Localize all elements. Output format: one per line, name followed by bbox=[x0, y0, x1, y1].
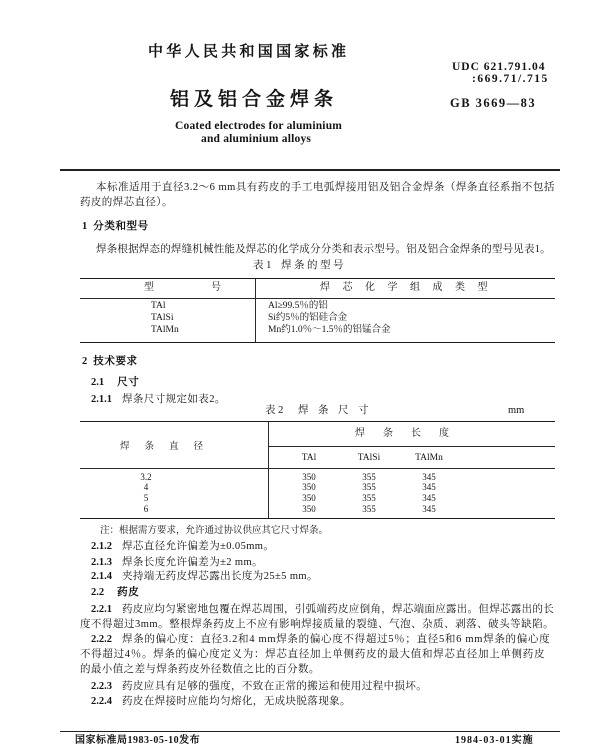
length-cell: 350 bbox=[302, 493, 316, 503]
clause-text: 药皮应均匀紧密地包覆在焊芯周围，引弧端药皮应倒角，焊芯端面应露出。但焊芯露出的长 bbox=[122, 604, 554, 615]
type-header-talmn: TAlMn bbox=[415, 453, 443, 463]
clause-2-2-2-line-2: 不得超过4％。焊条的偏心度定义为：焊芯直径加上单侧药皮的最大值和焊芯直径加上单侧药皮 bbox=[80, 649, 546, 660]
table-2 bbox=[80, 421, 555, 519]
standard-number: GB 3669—83 bbox=[450, 96, 537, 110]
clause-number: 2.1.2 bbox=[91, 541, 112, 552]
header-divider bbox=[60, 169, 560, 171]
clause-2-2-3 bbox=[91, 680, 427, 693]
footer-divider bbox=[60, 731, 560, 732]
english-title-line-1: Coated electrodes for aluminium bbox=[175, 120, 343, 132]
section-number: 1 bbox=[82, 221, 88, 232]
composition-cell: Al≥99.5％的铝 bbox=[268, 301, 328, 311]
english-title-line-2: and aluminium alloys bbox=[201, 133, 312, 145]
clause-title: 尺寸 bbox=[117, 377, 140, 388]
table-subheader-divider bbox=[268, 446, 555, 447]
table-header-diameter: 焊条直径 bbox=[120, 442, 219, 452]
type-header-tal: TAl bbox=[301, 453, 317, 463]
diameter-cell: 6 bbox=[143, 504, 149, 514]
clause-2-2-4 bbox=[91, 695, 351, 708]
scope-paragraph-line-2: 药皮的焊芯直径）。 bbox=[80, 197, 173, 208]
clause-2-1-2 bbox=[91, 540, 274, 553]
clause-number: 2.1.4 bbox=[91, 571, 112, 582]
clause-title: 药皮 bbox=[117, 587, 140, 598]
clause-text: 药皮应具有足够的强度，不致在正常的搬运和使用过程中损坏。 bbox=[122, 681, 428, 692]
clause-text: 夹持端无药皮焊芯露出长度为25±5 mm。 bbox=[122, 571, 318, 582]
section-title: 技术要求 bbox=[93, 356, 138, 367]
composition-cell: Si约5％的铝硅合金 bbox=[268, 313, 348, 323]
document-title: 铝及铝合金焊条 bbox=[170, 89, 339, 110]
clause-number: 2.2.3 bbox=[91, 681, 112, 692]
length-cell: 345 bbox=[422, 472, 436, 482]
clause-2-1-heading bbox=[91, 376, 139, 389]
length-cell: 355 bbox=[362, 504, 376, 514]
clause-2-1-3 bbox=[91, 556, 263, 569]
clause-text: 焊条长度允许偏差为±2 mm。 bbox=[122, 557, 263, 568]
table-header-model: 型号 bbox=[144, 282, 278, 293]
table-2-caption-title: 焊条尺寸 bbox=[298, 405, 378, 416]
udc-code-line-1: UDC 621.791.04 bbox=[452, 61, 546, 73]
length-cell: 350 bbox=[302, 482, 316, 492]
table-header-composition: 焊芯化学组成类型 bbox=[320, 282, 500, 293]
table-header-divider bbox=[80, 298, 555, 299]
model-cell: TAl bbox=[151, 301, 166, 311]
table-1-caption-label: 表 1 bbox=[253, 260, 272, 271]
length-cell: 350 bbox=[302, 504, 316, 514]
length-cell: 345 bbox=[422, 504, 436, 514]
length-cell: 355 bbox=[362, 472, 376, 482]
diameter-cell: 5 bbox=[143, 493, 149, 503]
clause-2-1-1 bbox=[91, 393, 226, 406]
composition-cell: Mn约1.0％～1.5％的铝锰合金 bbox=[268, 325, 391, 335]
model-cell: TAlSi bbox=[151, 313, 174, 323]
table-1 bbox=[80, 278, 555, 343]
section-1-heading bbox=[82, 220, 149, 233]
clause-2-1-4 bbox=[91, 570, 318, 583]
clause-number: 2.2.2 bbox=[91, 634, 112, 645]
model-cell: TAlMn bbox=[151, 325, 179, 335]
issue-date: 国家标准局1983-05-10发布 bbox=[75, 735, 201, 746]
clause-number: 2.2.4 bbox=[91, 696, 112, 707]
scope-paragraph-line-1: 本标准适用于直径3.2～6 mm具有药皮的手工电弧焊接用铝及铝合金焊条（焊条直径系指不包括 bbox=[96, 182, 555, 193]
clause-number: 2.1.1 bbox=[91, 394, 112, 405]
effective-date: 1984-03-01实施 bbox=[455, 735, 534, 746]
length-cell: 355 bbox=[362, 493, 376, 503]
diameter-cell: 3.2 bbox=[140, 472, 152, 482]
clause-text: 焊条尺寸规定如表2。 bbox=[122, 394, 226, 405]
length-cell: 345 bbox=[422, 493, 436, 503]
table-header-divider bbox=[80, 468, 555, 469]
section-2-heading bbox=[82, 355, 138, 368]
clause-number: 2.2 bbox=[91, 587, 105, 598]
table-1-caption-title: 焊条的型号 bbox=[281, 260, 346, 271]
section-number: 2 bbox=[82, 356, 88, 367]
table-2-note: 注：根据需方要求，允许通过协议供应其它尺寸焊条。 bbox=[100, 526, 329, 536]
table-column-divider bbox=[268, 422, 269, 518]
type-header-talsi: TAlSi bbox=[357, 453, 381, 463]
clause-text: 药皮在焊接时应能均匀熔化，无成块脱落现象。 bbox=[122, 696, 351, 707]
clause-number: 2.2.1 bbox=[91, 604, 112, 615]
section-title: 分类和型号 bbox=[93, 221, 149, 232]
diameter-cell: 4 bbox=[143, 482, 149, 492]
table-header-length: 焊条长度 bbox=[355, 428, 467, 439]
length-cell: 345 bbox=[422, 482, 436, 492]
clause-number: 2.1.3 bbox=[91, 557, 112, 568]
clause-text: 焊条的偏心度：直径3.2和4 mm焊条的偏心度不得超过5％；直径5和6 mm焊条的偏心度 bbox=[122, 634, 551, 645]
clause-2-2-2-line-1 bbox=[91, 633, 550, 646]
clause-number: 2.1 bbox=[91, 377, 105, 388]
length-cell: 355 bbox=[362, 482, 376, 492]
clause-2-2-2-line-3: 的最小值之差与焊条药皮外径数值之比的百分数。 bbox=[80, 664, 320, 675]
clause-2-2-1-line-1 bbox=[91, 603, 554, 616]
clause-2-2-heading bbox=[91, 586, 139, 599]
length-cell: 350 bbox=[302, 472, 316, 482]
national-standard-heading: 中华人民共和国国家标准 bbox=[148, 44, 350, 60]
table-2-caption-label: 表 2 bbox=[265, 405, 284, 416]
section-1-paragraph: 焊条根据焊态的焊缝机械性能及焊芯的化学成分分类和表示型号。铝及铝合金焊条的型号见表1。 bbox=[96, 244, 551, 255]
table-2-unit: mm bbox=[508, 405, 525, 416]
clause-text: 焊芯直径允许偏差为±0.05mm。 bbox=[122, 541, 275, 552]
udc-code-line-2: :669.71/.715 bbox=[472, 73, 549, 85]
clause-2-2-1-line-2: 度不得超过3mm。整根焊条药皮上不应有影响焊接质量的裂缝、气泡、杂质、剥落、破头等缺陷。 bbox=[80, 619, 555, 630]
